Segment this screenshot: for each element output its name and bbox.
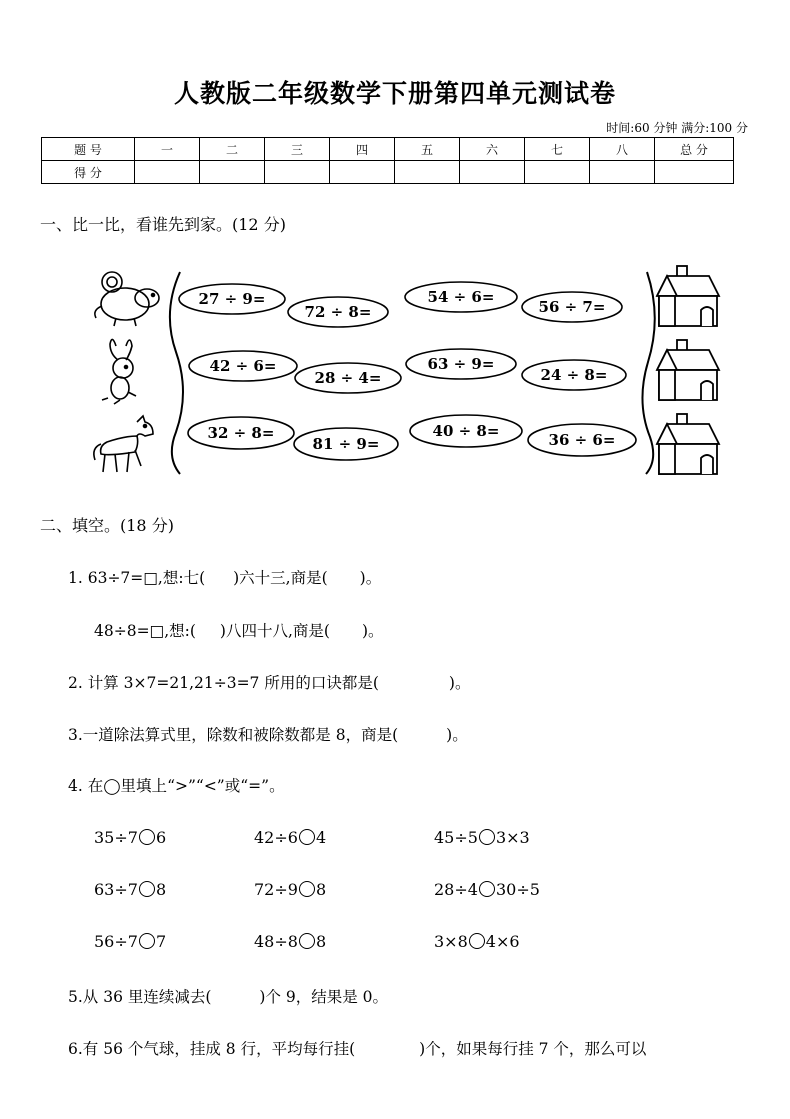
compare-right: 6 [155, 828, 167, 847]
equation-label: 24 ÷ 8= [540, 366, 608, 384]
score-table [41, 137, 734, 184]
score-input-cell[interactable] [200, 161, 265, 184]
race-illustration [80, 262, 740, 478]
question-text: 1. 63÷7=□,想:七( [68, 569, 206, 587]
page-title: 人教版二年级数学下册第四单元测试卷 [173, 79, 616, 108]
compare-left: 42÷6 [254, 828, 298, 847]
score-input-cell[interactable] [395, 161, 460, 184]
compare-left: 48÷8 [254, 932, 298, 951]
rabbit-icon [102, 339, 136, 404]
compare-circle[interactable] [139, 933, 155, 949]
compare-left: 35÷7 [94, 828, 138, 847]
compare-circle[interactable] [299, 933, 315, 949]
score-header-row [42, 138, 734, 161]
compare-item [434, 880, 540, 899]
score-header-cell: 二 [200, 138, 265, 161]
question-1b [94, 619, 384, 641]
score-header-cell: 四 [330, 138, 395, 161]
question-text: )个，如果每行挂 7 个，那么可以 [419, 1040, 647, 1058]
horse-icon [94, 416, 153, 472]
score-header-cell: 题 号 [42, 138, 135, 161]
question-6 [68, 1037, 646, 1059]
equation-label: 42 ÷ 6= [209, 357, 277, 375]
score-value-row [42, 161, 734, 184]
equation-row-3 [188, 415, 636, 460]
score-input-cell[interactable] [525, 161, 590, 184]
score-input-cell[interactable] [655, 161, 734, 184]
question-text: )。 [361, 622, 384, 640]
mouse-icon [95, 272, 159, 326]
compare-circle[interactable] [469, 933, 485, 949]
house-icon [657, 340, 719, 400]
house-icon [657, 414, 719, 474]
score-input-cell[interactable] [590, 161, 655, 184]
question-text: )。 [446, 726, 468, 744]
compare-item [434, 828, 530, 847]
question-text: )。 [448, 674, 471, 692]
compare-right: 7 [155, 932, 167, 951]
equation-label: 32 ÷ 8= [207, 424, 275, 442]
score-input-cell[interactable] [135, 161, 200, 184]
compare-item [94, 880, 166, 899]
equation-label: 40 ÷ 8= [432, 422, 500, 440]
compare-circle[interactable] [479, 881, 495, 897]
question-1a [68, 566, 381, 588]
question-text: )。 [359, 569, 382, 587]
score-header-cell: 八 [590, 138, 655, 161]
equation-label: 27 ÷ 9= [198, 290, 266, 308]
score-input-cell[interactable] [265, 161, 330, 184]
question-text: 2. 计算 3×7=21,21÷3=7 所用的口诀都是( [68, 674, 379, 692]
compare-right: 30÷5 [495, 880, 540, 899]
score-header-cell: 五 [395, 138, 460, 161]
compare-circle[interactable] [299, 881, 315, 897]
equation-label: 28 ÷ 4= [314, 369, 382, 387]
score-input-cell[interactable] [460, 161, 525, 184]
question-4: 4. 在◯里填上“>”“<”或“=”。 [68, 777, 285, 795]
equation-label: 36 ÷ 6= [548, 431, 616, 449]
compare-right: 8 [315, 880, 327, 899]
equation-label: 56 ÷ 7= [538, 298, 606, 316]
question-text: )个 9，结果是 0。 [259, 988, 389, 1006]
score-row-label: 得 分 [42, 161, 135, 184]
question-text: 6.有 56 个气球，挂成 8 行，平均每行挂( [68, 1040, 356, 1058]
compare-item [254, 880, 326, 899]
equation-label: 63 ÷ 9= [427, 355, 495, 373]
question-text: 5.从 36 里连续减去( [68, 988, 212, 1006]
compare-left: 56÷7 [94, 932, 138, 951]
question-3 [68, 723, 468, 745]
question-5 [68, 985, 388, 1007]
score-header-cell: 总 分 [655, 138, 734, 161]
equation-label: 54 ÷ 6= [427, 288, 495, 306]
question-text: 48÷8=□,想:( [94, 622, 196, 640]
compare-left: 72÷9 [254, 880, 298, 899]
compare-right: 8 [155, 880, 167, 899]
compare-right: 8 [315, 932, 327, 951]
finish-line [642, 272, 654, 474]
score-header-cell: 七 [525, 138, 590, 161]
compare-circle[interactable] [479, 829, 495, 845]
compare-item [254, 828, 326, 847]
section1-heading: 一、比一比，看谁先到家。(12 分) [40, 215, 286, 234]
question-text: 3.一道除法算式里，除数和被除数都是 8，商是( [68, 726, 399, 744]
compare-circle[interactable] [139, 829, 155, 845]
compare-item [254, 932, 326, 951]
equation-row-2 [189, 349, 626, 393]
equation-label: 81 ÷ 9= [312, 435, 380, 453]
compare-left: 45÷5 [434, 828, 478, 847]
compare-circle[interactable] [139, 881, 155, 897]
section2-heading: 二、填空。(18 分) [40, 516, 174, 535]
question-text: )八四十八,商是( [219, 622, 330, 640]
question-text: )六十三,商是( [233, 569, 328, 587]
compare-item [94, 932, 166, 951]
score-header-cell: 六 [460, 138, 525, 161]
question-2 [68, 671, 470, 693]
equation-row-1 [179, 282, 622, 327]
compare-left: 28÷4 [434, 880, 478, 899]
compare-item [94, 828, 166, 847]
compare-right: 4 [315, 828, 327, 847]
compare-right: 3×3 [495, 828, 530, 847]
compare-circle[interactable] [299, 829, 315, 845]
compare-left: 3×8 [434, 932, 468, 951]
score-input-cell[interactable] [330, 161, 395, 184]
equation-label: 72 ÷ 8= [304, 303, 372, 321]
score-header-cell: 三 [265, 138, 330, 161]
compare-left: 63÷7 [94, 880, 138, 899]
compare-item [434, 932, 520, 951]
time-info: 时间:60 分钟 满分:100 分 [606, 121, 748, 135]
compare-right: 4×6 [485, 932, 520, 951]
house-icon [657, 266, 719, 326]
score-header-cell: 一 [135, 138, 200, 161]
